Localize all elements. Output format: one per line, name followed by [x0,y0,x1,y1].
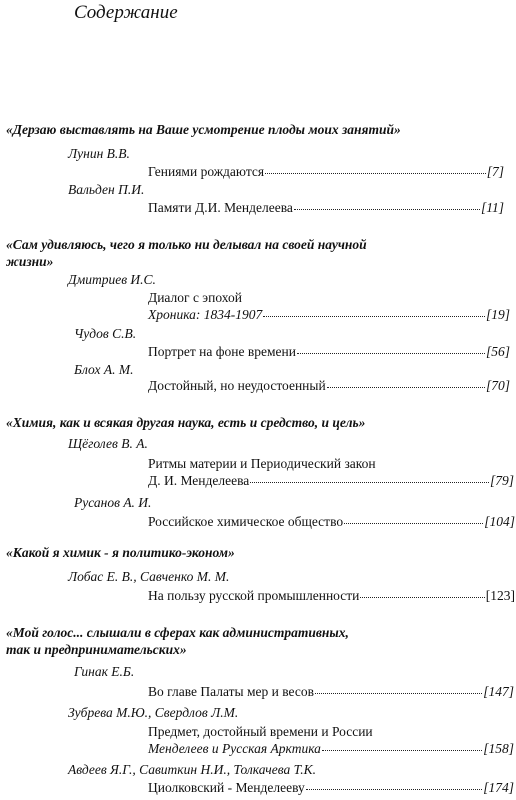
page-number: [56] [485,344,510,359]
dot-leader [344,523,483,524]
author-name: Блох А. М. [74,362,134,377]
section-heading-continued: так и предпринимательских» [6,642,187,657]
toc-entry[interactable] [148,514,515,530]
entry-title: Во главе Палаты мер и весов [148,684,314,699]
page-number: [70] [485,378,510,393]
author-name: Чудов С.В. [74,326,137,341]
toc-entry[interactable] [148,684,514,700]
author-name: Гинак Е.Б. [74,664,135,679]
toc-entry[interactable] [148,473,514,489]
page-number: [158] [483,741,514,756]
dot-leader [250,482,489,483]
entry-title: Российское химическое общество [148,514,344,529]
entry-title: Циолковский - Менделееву [148,780,305,795]
toc-entry[interactable] [148,344,510,360]
toc-entry[interactable] [148,164,504,180]
dot-leader [360,597,484,598]
page-number: [104] [484,514,515,529]
page-number: [7] [486,164,504,179]
dot-leader [315,693,482,694]
section-heading: «Какой я химик - я политико-эконом» [6,545,235,560]
entry-title: На пользу русской промышленности [148,588,360,603]
author-name: Щёголев В. А. [68,436,148,451]
entry-title: Памяти Д.И. Менделеева [148,200,293,215]
entry-title: Предмет, достойный времени и России [148,724,373,739]
entry-title: Ритмы материи и Периодический закон [148,456,376,471]
entry-title: Хроника: 1834-1907 [148,307,263,322]
page-number: [174] [483,780,514,795]
entry-title: Диалог с эпохой [148,290,242,305]
toc-entry[interactable] [148,588,515,604]
author-name: Лобас Е. В., Савченко М. М. [68,569,230,584]
entry-title: Гениями рождаются [148,164,265,179]
section-heading: «Сам удивляюсь, чего я только ни делывал на своей научной [6,237,367,252]
author-name: Зубрева М.Ю., Свердлов Л.М. [68,705,239,720]
section-heading: «Мой голос... слышали в сферах как административных, [6,625,349,640]
toc-entry[interactable] [148,780,514,796]
page-number: [147] [483,684,514,699]
author-name: Вальден П.И. [68,182,145,197]
page-number: [123] [485,588,515,603]
dot-leader [322,750,482,751]
section-heading: «Химия, как и всякая другая наука, есть и средство, и цель» [6,415,366,430]
dot-leader [306,789,483,790]
dot-leader [297,353,485,354]
page-title: Содержание [74,2,178,23]
toc-entry[interactable] [148,200,504,216]
page-number: [11] [480,200,504,215]
entry-title: Портрет на фоне времени [148,344,296,359]
toc-entry[interactable] [148,307,510,323]
dot-leader [294,209,480,210]
toc-entry[interactable] [148,378,510,394]
author-name: Авдеев Я.Г., Савиткин Н.И., Толкачева Т.К. [68,762,317,777]
toc-entry[interactable] [148,741,514,757]
toc-entry[interactable] [148,290,242,306]
dot-leader [327,387,485,388]
toc-entry[interactable] [148,456,376,472]
entry-title: Д. И. Менделеева [148,473,250,488]
author-name: Лунин В.В. [68,146,130,161]
section-heading: «Дерзаю выставлять на Ваше усмотрение плоды моих занятий» [6,122,401,137]
entry-title: Достойный, но неудостоенный [148,378,326,393]
dot-leader [265,173,486,174]
section-heading-continued: жизни» [6,254,54,269]
page-number: [19] [485,307,510,322]
author-name: Дмитриев И.С. [68,272,156,287]
author-name: Русанов А. И. [74,495,152,510]
entry-title: Менделеев и Русская Арктика [148,741,321,756]
dot-leader [263,316,485,317]
page-number: [79] [489,473,514,488]
toc-entry[interactable] [148,724,373,740]
